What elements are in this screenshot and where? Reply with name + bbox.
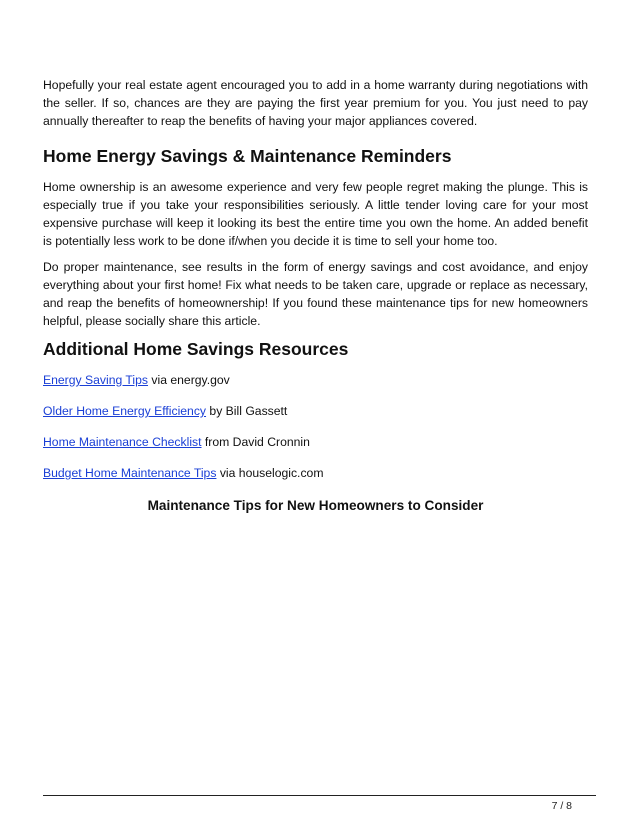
resource-link-older-home-energy-efficiency[interactable]: Older Home Energy Efficiency <box>43 404 207 418</box>
section-heading-energy-savings: Home Energy Savings & Maintenance Reminders <box>43 146 452 166</box>
section1-paragraph-1: Home ownership is an awesome experience and very few people regret making the plunge. This is especially true if you take your responsibilities seriously. A little tender loving care for your most expensive purchase will keep it looking its best the entire time you own the home. An added benefit is potentially less work to be done if/when you decide it is time to sell your home too. <box>43 180 588 248</box>
resource-link-energy-saving-tips[interactable]: Energy Saving Tips <box>43 373 149 387</box>
footer-divider <box>43 795 596 796</box>
resource-source: by Bill Gassett <box>206 404 288 418</box>
resource-item <box>43 434 310 450</box>
resource-source: from David Cronnin <box>201 435 310 449</box>
section-heading-resources: Additional Home Savings Resources <box>43 339 349 359</box>
resource-link-home-maintenance-checklist[interactable]: Home Maintenance Checklist <box>43 435 202 449</box>
resource-source: via energy.gov <box>148 373 230 387</box>
resource-source: via houselogic.com <box>216 466 324 480</box>
resource-item <box>43 372 230 388</box>
image-caption: Maintenance Tips for New Homeowners to Consider <box>147 498 484 513</box>
intro-paragraph: Hopefully your real estate agent encouraged you to add in a home warranty during negotiations with the seller. If so, chances are they are paying the first year premium for you. You just need to pay annually thereafter to reap the benefits of having your major appliances covered. <box>43 78 588 128</box>
page-number: 7 / 8 <box>551 800 572 812</box>
resource-item <box>43 403 287 419</box>
section1-paragraph-2: Do proper maintenance, see results in the form of energy savings and cost avoidance, and enjoy everything about your first home! Fix what needs to be taken care, upgrade or replace as necessary, and reap the benefits of homeownership! If you found these maintenance tips for new homeowners helpful, please socially share this article. <box>43 260 588 328</box>
resource-item <box>43 465 323 481</box>
resource-link-budget-home-maintenance-tips[interactable]: Budget Home Maintenance Tips <box>43 466 217 480</box>
